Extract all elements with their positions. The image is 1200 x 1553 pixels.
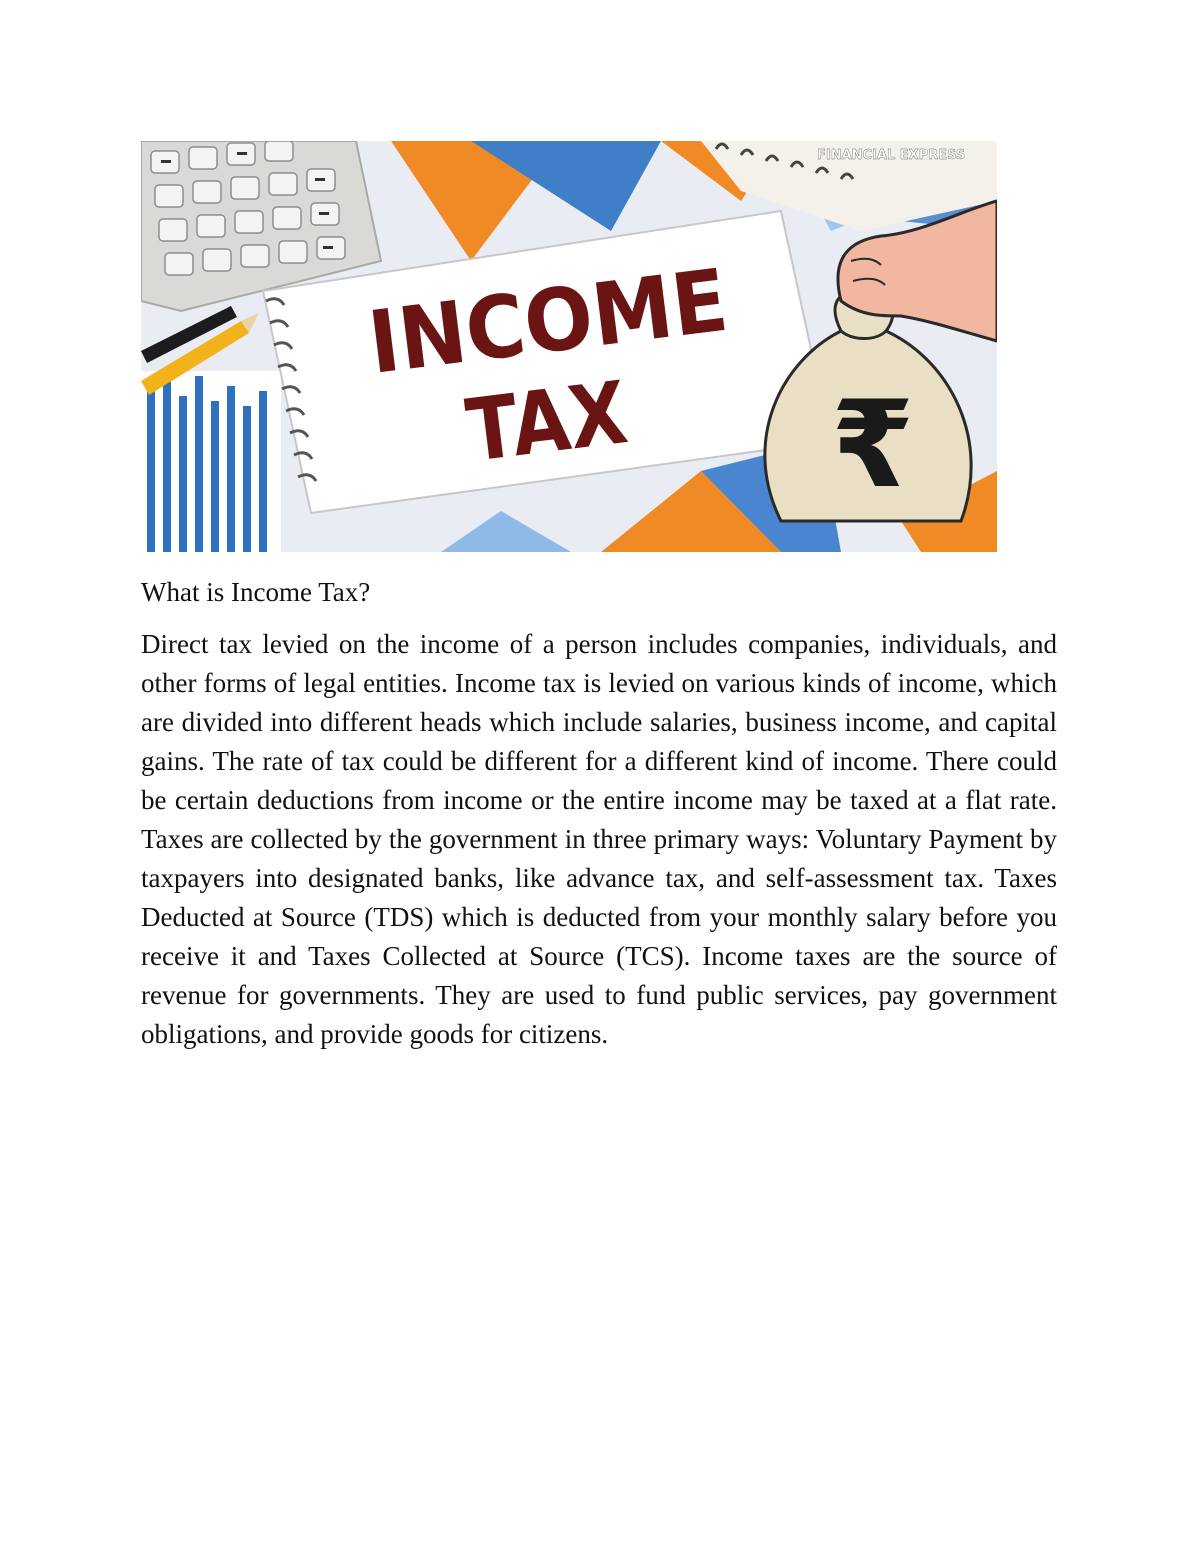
section-heading: What is Income Tax? [141,577,371,607]
headline-tax: TAX [461,360,658,482]
publisher-watermark: FINANCIAL EXPRESS [817,148,966,163]
body-paragraph: Direct tax levied on the income of a person includes companies, individuals, and other forms of legal entities. Income tax is levied on various kinds of income, which are divided into different heads which include salaries, business income, and capital gains. The rate of tax could be different for a different kind of income. There could be certain deductions from income or the entire income may be taxed at a flat rate. Taxes are collected by the government in three primary ways: Voluntary Payment by taxpayers into designated banks, like advance tax, and self-assessment tax. Taxes Deducted at Source (TDS) which is deducted from your monthly salary before you receive it and Taxes Collected at Source (TCS). Income taxes are the source of revenue for governments. They are used to fund public services, pay government obligations, and provide goods for citizens. [141,629,1057,1049]
income-tax-illustration [141,141,997,552]
rupee-symbol: ₹ [831,376,915,515]
headline-income: INCOME [363,247,758,394]
illustration-svg [141,141,997,552]
striped-bar-chart [141,371,281,552]
